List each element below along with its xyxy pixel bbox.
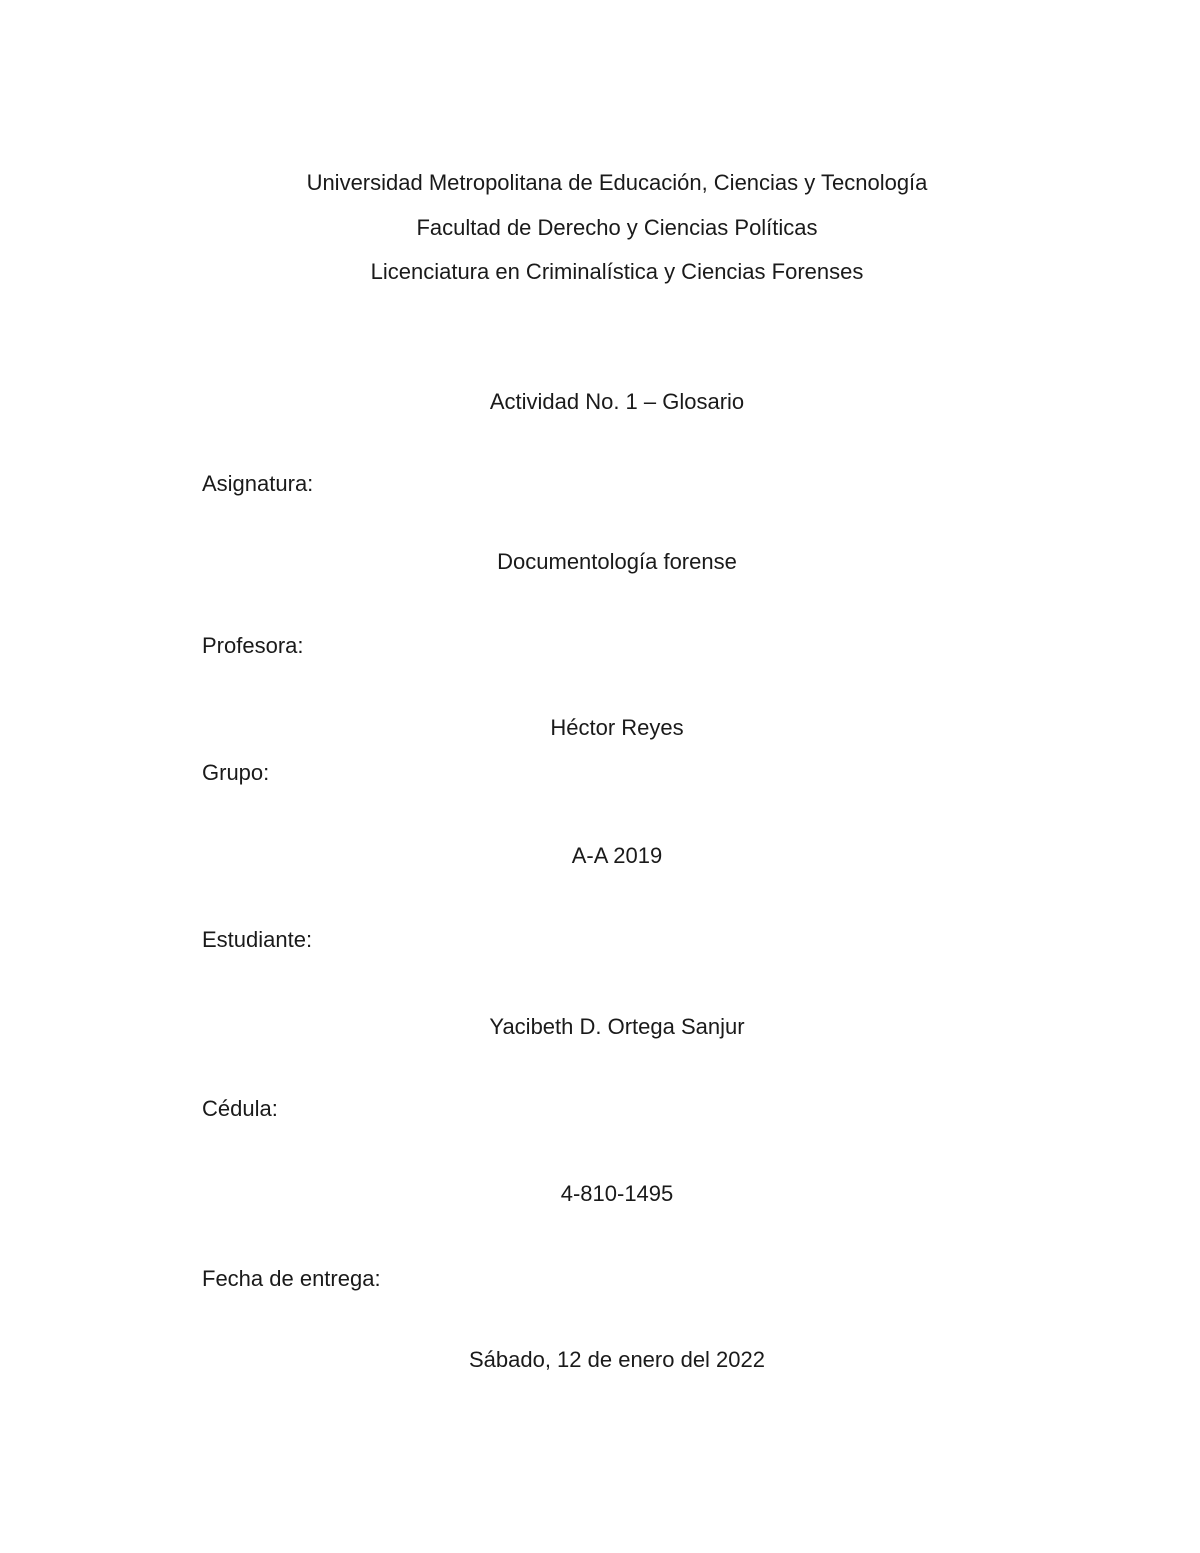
group-value: A-A 2019 <box>571 843 663 868</box>
student-value: Yacibeth D. Ortega Sanjur <box>489 1014 745 1039</box>
faculty-name: Facultad de Derecho y Ciencias Políticas <box>416 215 818 240</box>
teacher-value: Héctor Reyes <box>550 715 684 740</box>
activity-title: Actividad No. 1 – Glosario <box>489 389 745 414</box>
teacher-label: Profesora: <box>202 633 304 658</box>
subject-value: Documentología forense <box>497 549 737 574</box>
group-label: Grupo: <box>202 760 270 785</box>
subject-label: Asignatura: <box>202 471 314 496</box>
id-number-label: Cédula: <box>202 1096 278 1121</box>
id-number-value: 4-810-1495 <box>560 1181 674 1206</box>
student-label: Estudiante: <box>202 927 313 952</box>
due-date-value: Sábado, 12 de enero del 2022 <box>468 1347 766 1372</box>
university-name: Universidad Metropolitana de Educación, Ciencias y Tecnología <box>306 170 928 195</box>
degree-name: Licenciatura en Criminalística y Ciencias Forenses <box>370 259 864 284</box>
due-date-label: Fecha de entrega: <box>202 1266 381 1291</box>
